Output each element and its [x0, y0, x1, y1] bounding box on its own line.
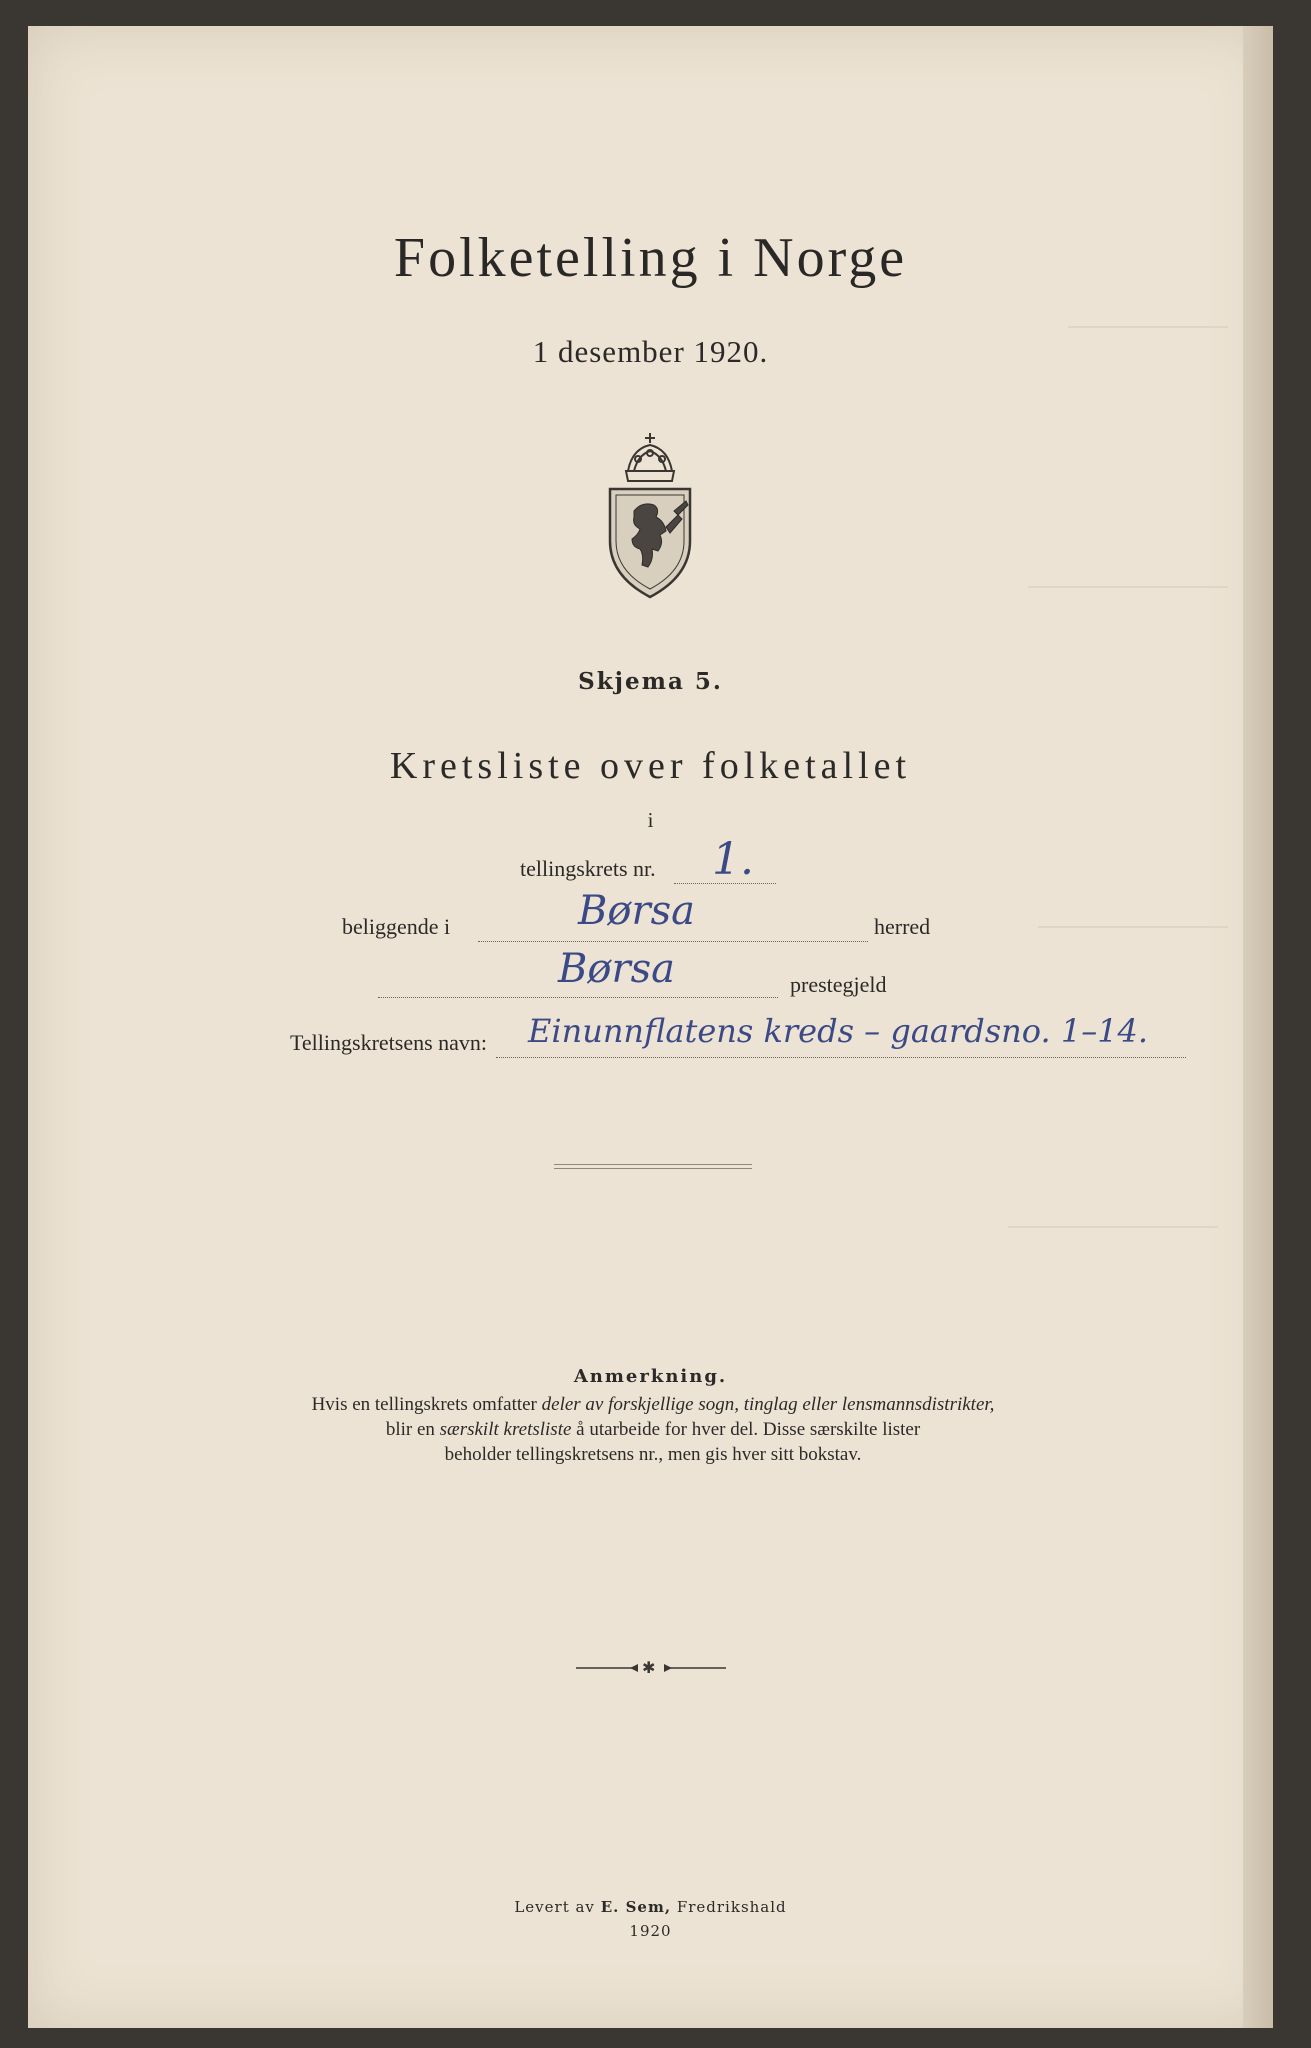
note-line-1-a: Hvis en tellingskrets omfatter — [311, 1394, 537, 1415]
krets-nr-value: 1. — [712, 834, 754, 885]
krets-navn-line — [496, 1056, 1186, 1058]
census-date: 1 desember 1920. — [532, 334, 769, 369]
preposition-i: i — [647, 808, 654, 832]
krets-navn-value: Einunnflatens kreds – gaardsno. 1–14. — [528, 1012, 1149, 1050]
section-divider — [554, 1164, 752, 1165]
list-title: Kretsliste over folketallet — [389, 745, 912, 787]
print-year: 1920 — [629, 1922, 672, 1940]
note-line-3: beholder tellingskretsens nr., men gis hver sitt bokstav. — [444, 1444, 862, 1465]
printer-credit — [28, 1898, 1273, 1916]
section-divider-lower — [554, 1168, 752, 1169]
page-fold-edge — [1243, 26, 1273, 2028]
note-line-1-b: deler av forskjellige sogn, tinglag eller lensmannsdistrikter, — [541, 1394, 995, 1415]
form-title: Folketelling i Norge — [393, 227, 908, 289]
note-line-2-a: blir en — [385, 1419, 435, 1440]
prestegjeld-line — [378, 996, 778, 998]
norwegian-coat-of-arms-icon — [598, 431, 703, 601]
prestegjeld-value: Børsa — [558, 946, 675, 992]
printer-name: E. Sem, — [600, 1898, 672, 1916]
herred-suffix-label: herred — [874, 914, 931, 939]
schema-number: Skjema 5. — [578, 668, 723, 695]
note-line-1 — [218, 1392, 1088, 1417]
note-line-2-b: særskilt kretsliste — [439, 1419, 572, 1440]
svg-text:✱: ✱ — [642, 1660, 656, 1676]
note-heading: Anmerkning. — [573, 1366, 728, 1387]
note-line-2 — [218, 1417, 1088, 1442]
note-line-2-c: å utarbeide for hver del. Disse særskilte lister — [576, 1419, 921, 1440]
herred-value: Børsa — [578, 888, 695, 934]
census-form-page — [28, 26, 1273, 2028]
herred-line — [478, 940, 868, 942]
krets-nr-label: tellingskrets nr. — [520, 856, 656, 881]
herred-prefix-label: beliggende i — [342, 914, 451, 939]
printed-by-label: Levert av — [514, 1898, 595, 1916]
printer-place: Fredrikshald — [676, 1898, 787, 1916]
krets-navn-label: Tellingskretsens navn: — [290, 1030, 488, 1055]
divider-ornament-icon — [576, 1660, 726, 1676]
prestegjeld-suffix-label: prestegjeld — [790, 972, 887, 997]
